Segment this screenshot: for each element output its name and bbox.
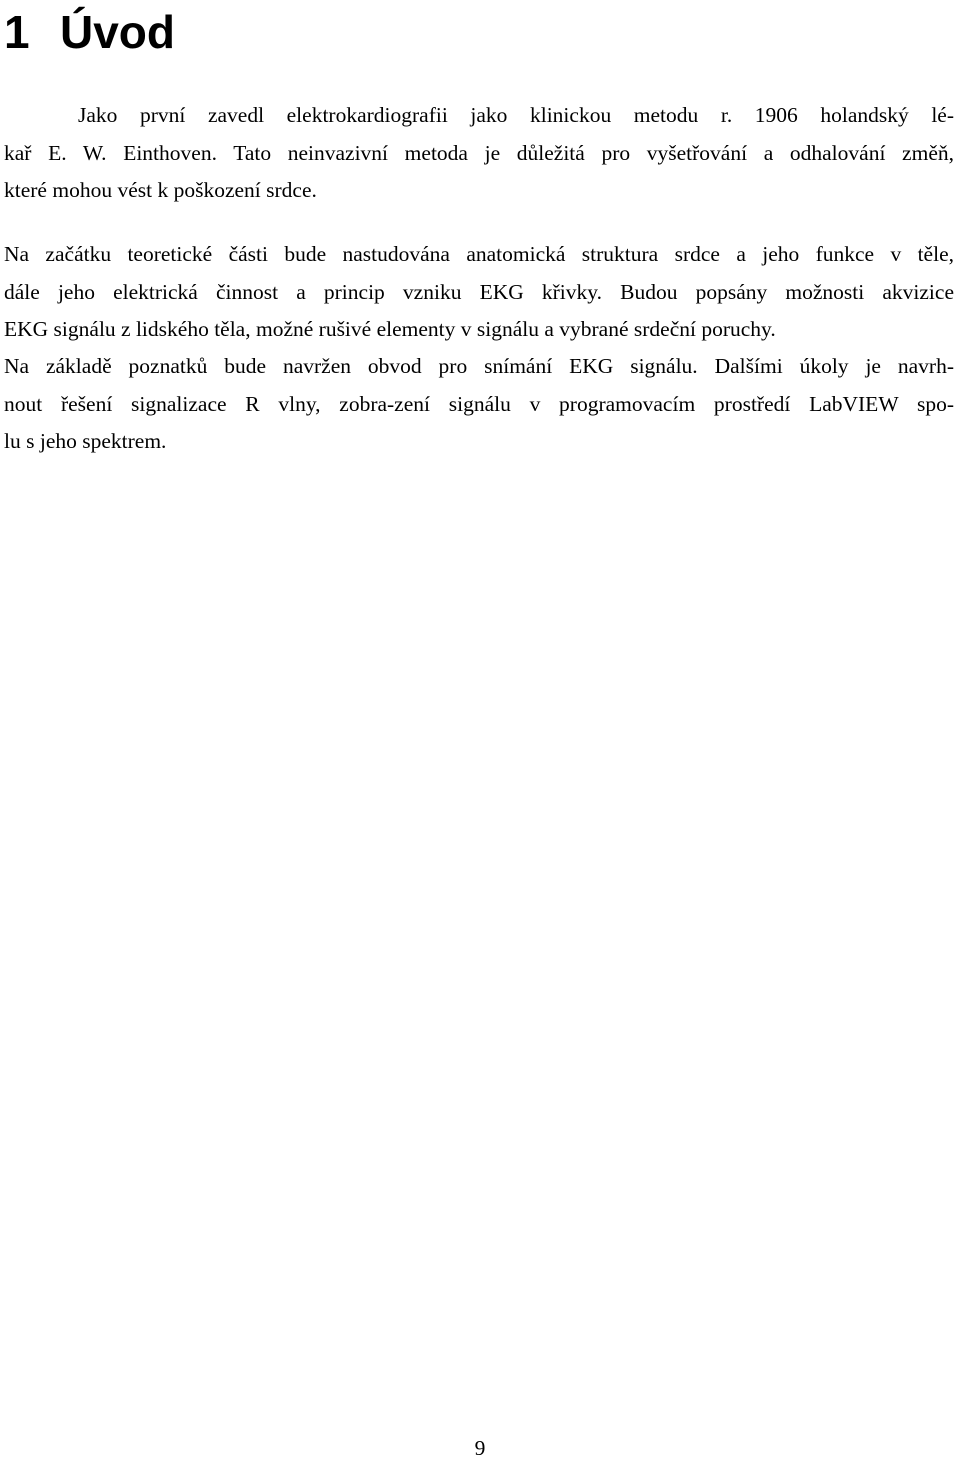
text-line: dále jeho elektrická činnost a princip vzniku EKG křivky. Budou popsány možnosti akvizice [4,279,954,304]
paragraph-practice [4,348,954,461]
page-number: 9 [474,1436,486,1460]
text-line: kař E. W. Einthoven. Tato neinvazivní metoda je důležitá pro vyšetřování a odhalování změň, [4,140,954,165]
paragraph-theory [4,236,954,349]
text-line: Jako první zavedl elektrokardiografii jako klinickou metodu r. 1906 holandský lé- [78,103,954,127]
chapter-heading [4,4,175,60]
chapter-number: 1 [4,6,30,58]
text-line: které mohou vést k poškození srdce. [4,178,317,202]
text-line: nout řešení signalizace R vlny, zobra-zení signálu v programovacím prostředí LabVIEW spo- [4,391,954,416]
chapter-title: Úvod [60,6,175,58]
text-line: EKG signálu z lidského těla, možné rušivé elementy v signálu a vybrané srdeční poruchy. [4,317,776,341]
text-line: Na začátku teoretické části bude nastudována anatomická struktura srdce a jeho funkce v těle, [4,242,954,266]
text-line: lu s jeho spektrem. [4,429,167,453]
text-line: Na základě poznatků bude navržen obvod pro snímání EKG signálu. Dalšími úkoly je navrh- [4,354,954,378]
paragraph-intro [4,97,954,210]
